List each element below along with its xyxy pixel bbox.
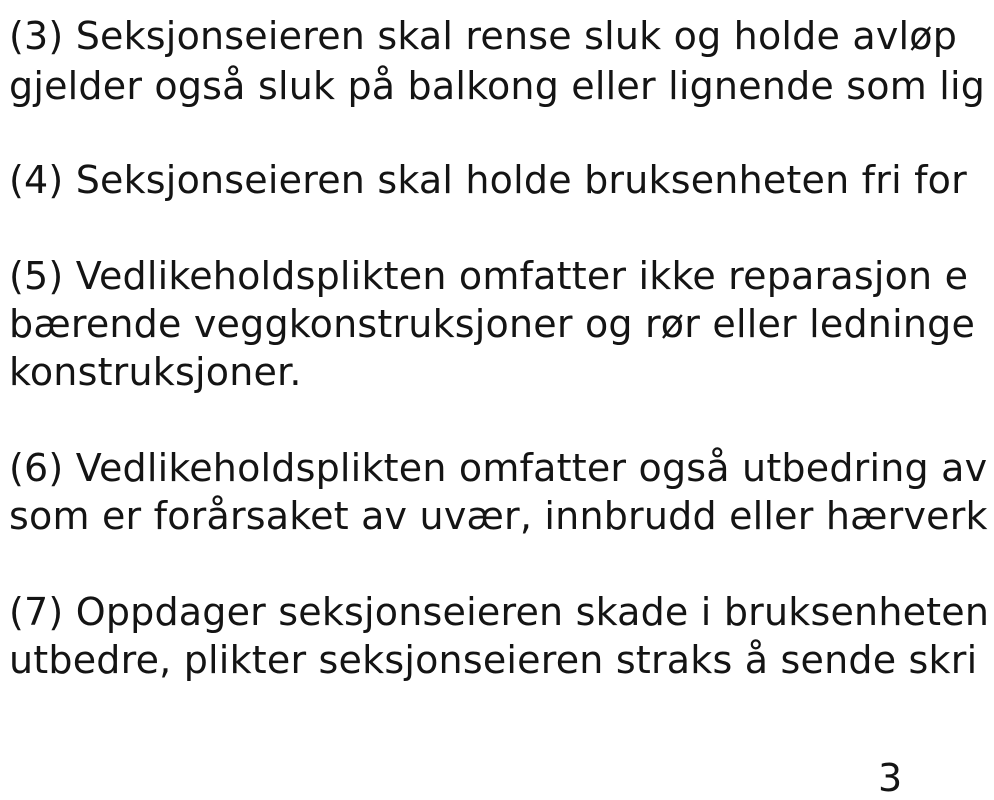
- paragraph-6-line-2: som er forårsaket av uvær, innbrudd eller hærverk: [9, 494, 988, 538]
- paragraph-5-line-3: konstruksjoner.: [9, 350, 302, 394]
- paragraph-5-line-2: bærende veggkonstruksjoner og rør eller ledninge: [9, 302, 976, 346]
- paragraph-7-line-1: (7) Oppdager seksjonseieren skade i bruksenheten: [9, 590, 990, 634]
- paragraph-7-line-2: utbedre, plikter seksjonseieren straks å sende skri: [9, 638, 978, 682]
- page-number: 3: [878, 756, 903, 800]
- paragraph-3-line-2: gjelder også sluk på balkong eller lignende som lig: [9, 64, 986, 108]
- paragraph-6-line-1: (6) Vedlikeholdsplikten omfatter også utbedring av: [9, 446, 988, 490]
- paragraph-4-line-1: (4) Seksjonseieren skal holde bruksenheten fri for: [9, 158, 967, 202]
- paragraph-3-line-1: (3) Seksjonseieren skal rense sluk og holde avløp: [9, 14, 958, 58]
- paragraph-5-line-1: (5) Vedlikeholdsplikten omfatter ikke reparasjon e: [9, 254, 969, 298]
